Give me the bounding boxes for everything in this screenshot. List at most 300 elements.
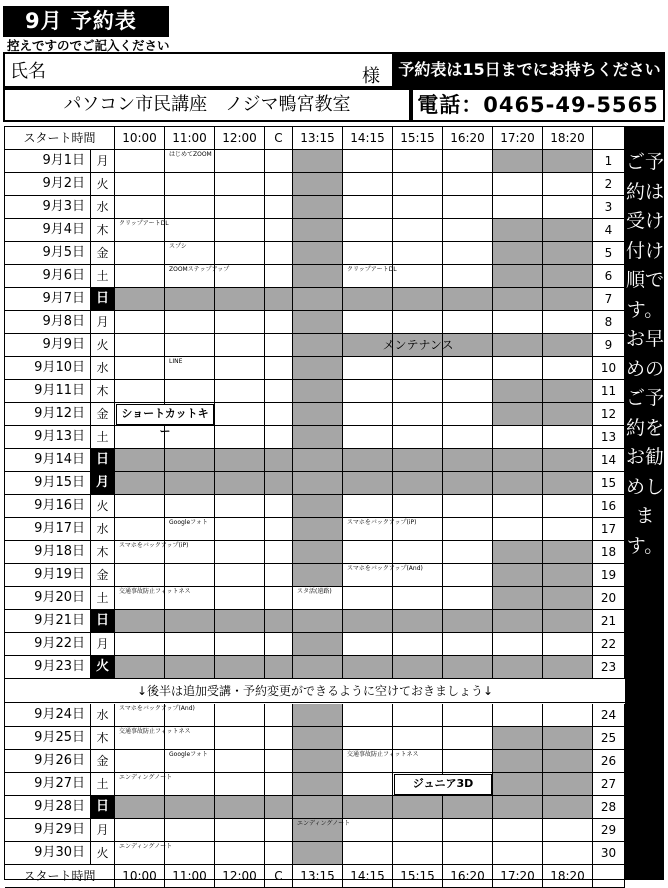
- booking-slot[interactable]: [443, 633, 493, 656]
- row-number: 5: [593, 242, 625, 265]
- booking-slot[interactable]: [215, 842, 265, 865]
- booking-slot[interactable]: [215, 495, 265, 518]
- booking-slot[interactable]: [115, 495, 165, 518]
- side-message: ご予約は受け付け順です。お早めのご予約をお勧めします。: [626, 151, 665, 557]
- booking-slot[interactable]: [343, 150, 393, 173]
- booking-slot[interactable]: [215, 819, 265, 842]
- booking-slot[interactable]: [393, 426, 443, 449]
- note-text: 控えですのでご記入ください: [7, 38, 170, 53]
- booking-slot[interactable]: [115, 750, 165, 773]
- booking-slot[interactable]: [393, 219, 443, 242]
- table-row: [5, 541, 625, 564]
- booking-slot[interactable]: [493, 426, 543, 449]
- booking-slot[interactable]: [543, 357, 593, 380]
- unavailable-slot: [293, 796, 343, 819]
- name-label: 氏名: [10, 61, 46, 82]
- weekday-cell: 月: [91, 633, 115, 656]
- course-entry: 交通事故防止フィットネス: [119, 728, 191, 735]
- school-name: パソコン市民講座 ノジマ鴨宮教室: [63, 94, 351, 115]
- booking-slot[interactable]: [165, 495, 215, 518]
- booking-slot[interactable]: [265, 242, 293, 265]
- time-slot-header: 18:20: [543, 127, 593, 150]
- booking-slot[interactable]: [343, 219, 393, 242]
- page-title: 9月 予約表: [3, 6, 169, 37]
- table-row: [5, 495, 625, 518]
- table-row: [5, 380, 625, 403]
- booking-slot[interactable]: [265, 587, 293, 610]
- table-row: [5, 564, 625, 587]
- unavailable-slot: [493, 773, 543, 796]
- booking-slot[interactable]: [493, 633, 543, 656]
- weekday-cell: 木: [91, 219, 115, 242]
- unavailable-slot: [493, 265, 543, 288]
- booking-slot[interactable]: [443, 380, 493, 403]
- booking-slot[interactable]: [265, 265, 293, 288]
- unavailable-slot: [115, 796, 165, 819]
- time-slot-header: 17:20: [493, 127, 543, 150]
- booking-slot[interactable]: [343, 196, 393, 219]
- booking-slot[interactable]: [443, 704, 493, 727]
- booking-slot[interactable]: [265, 495, 293, 518]
- booking-slot[interactable]: [265, 750, 293, 773]
- weekday-cell: 月: [91, 150, 115, 173]
- time-slot-header: 14:15: [343, 127, 393, 150]
- booking-slot[interactable]: [393, 727, 443, 750]
- booking-slot[interactable]: [443, 541, 493, 564]
- booking-slot[interactable]: [215, 564, 265, 587]
- booking-slot[interactable]: [443, 311, 493, 334]
- time-slot-header: C: [265, 865, 293, 888]
- booking-slot[interactable]: [343, 587, 393, 610]
- booking-slot[interactable]: [265, 311, 293, 334]
- booking-slot[interactable]: [443, 196, 493, 219]
- booking-slot[interactable]: [265, 518, 293, 541]
- unavailable-slot: [493, 380, 543, 403]
- weekday-cell: 日: [91, 449, 115, 472]
- table-row: [5, 242, 625, 265]
- booking-slot[interactable]: [343, 633, 393, 656]
- booking-slot[interactable]: [543, 704, 593, 727]
- table-row: [5, 750, 625, 773]
- booking-slot[interactable]: [543, 819, 593, 842]
- unavailable-slot: [343, 656, 393, 679]
- booking-slot[interactable]: [215, 196, 265, 219]
- course-entry: Googleフォト: [169, 751, 208, 758]
- booking-slot[interactable]: [443, 727, 493, 750]
- booking-slot[interactable]: [265, 173, 293, 196]
- booking-slot[interactable]: [493, 704, 543, 727]
- table-row: [5, 633, 625, 656]
- unavailable-slot: [293, 472, 343, 495]
- row-number: 18: [593, 541, 625, 564]
- booking-slot[interactable]: [215, 633, 265, 656]
- date-cell: 9月4日: [5, 219, 91, 242]
- row-number: 14: [593, 449, 625, 472]
- row-number: 1: [593, 150, 625, 173]
- weekday-cell: 日: [91, 796, 115, 819]
- unavailable-slot: [343, 796, 393, 819]
- course-entry: スタ活(遠路): [297, 588, 332, 595]
- unavailable-slot: [293, 196, 343, 219]
- phone-number: 電話：0465-49-5565: [417, 93, 659, 117]
- unavailable-slot: [393, 796, 443, 819]
- row-number-header: [593, 865, 625, 888]
- booking-slot[interactable]: [165, 819, 215, 842]
- booking-slot[interactable]: [265, 196, 293, 219]
- start-time-label: スタート時間: [5, 127, 115, 150]
- table-row: [5, 449, 625, 472]
- booking-slot[interactable]: [443, 564, 493, 587]
- booking-slot[interactable]: [265, 403, 293, 426]
- booking-slot[interactable]: [265, 704, 293, 727]
- row-number: 15: [593, 472, 625, 495]
- booking-slot[interactable]: [215, 704, 265, 727]
- unavailable-slot: [543, 150, 593, 173]
- weekday-cell: 日: [91, 610, 115, 633]
- booking-slot[interactable]: [543, 495, 593, 518]
- booking-slot[interactable]: [393, 495, 443, 518]
- booking-slot[interactable]: [343, 842, 393, 865]
- booking-slot[interactable]: [393, 173, 443, 196]
- weekday-cell: 月: [91, 819, 115, 842]
- row-number: 26: [593, 750, 625, 773]
- course-entry: エンディングノート: [119, 843, 173, 850]
- row-number: 2: [593, 173, 625, 196]
- booking-slot[interactable]: [543, 518, 593, 541]
- date-cell: 9月30日: [5, 842, 91, 865]
- unavailable-slot: [293, 173, 343, 196]
- booking-slot[interactable]: [493, 819, 543, 842]
- unavailable-slot: [493, 219, 543, 242]
- booking-slot[interactable]: [393, 587, 443, 610]
- unavailable-slot: [493, 449, 543, 472]
- unavailable-slot: [265, 610, 293, 633]
- booking-slot[interactable]: [265, 357, 293, 380]
- booking-slot[interactable]: [115, 357, 165, 380]
- date-cell: 9月14日: [5, 449, 91, 472]
- booking-slot[interactable]: [343, 704, 393, 727]
- booking-slot[interactable]: [215, 773, 265, 796]
- booking-slot[interactable]: [265, 773, 293, 796]
- side-message-panel: [626, 126, 664, 880]
- booking-slot[interactable]: [115, 265, 165, 288]
- table-row: [5, 150, 625, 173]
- unavailable-slot: [215, 796, 265, 819]
- booking-slot[interactable]: [215, 587, 265, 610]
- weekday-cell: 土: [91, 426, 115, 449]
- date-cell: 9月8日: [5, 311, 91, 334]
- booking-slot[interactable]: [265, 633, 293, 656]
- booking-slot[interactable]: [265, 819, 293, 842]
- date-cell: 9月11日: [5, 380, 91, 403]
- booking-slot[interactable]: [165, 773, 215, 796]
- unavailable-slot: [443, 449, 493, 472]
- unavailable-slot: [393, 449, 443, 472]
- weekday-cell: 金: [91, 403, 115, 426]
- booking-slot[interactable]: [393, 541, 443, 564]
- table-row: [5, 403, 625, 426]
- unavailable-slot: [215, 449, 265, 472]
- date-cell: 9月5日: [5, 242, 91, 265]
- booking-slot[interactable]: [443, 495, 493, 518]
- booking-slot[interactable]: [493, 196, 543, 219]
- booking-slot[interactable]: [215, 403, 265, 426]
- date-cell: 9月28日: [5, 796, 91, 819]
- weekday-cell: 火: [91, 173, 115, 196]
- weekday-cell: 土: [91, 587, 115, 610]
- booking-slot[interactable]: [393, 357, 443, 380]
- course-entry: スマホをバックアップ(iP): [347, 519, 417, 526]
- booking-slot[interactable]: [343, 403, 393, 426]
- booking-slot[interactable]: [115, 633, 165, 656]
- table-row: [5, 265, 625, 288]
- booking-slot[interactable]: [343, 242, 393, 265]
- booking-slot[interactable]: [115, 173, 165, 196]
- date-cell: 9月13日: [5, 426, 91, 449]
- row-number: 11: [593, 380, 625, 403]
- booking-slot[interactable]: [165, 311, 215, 334]
- booking-slot[interactable]: [343, 495, 393, 518]
- unavailable-slot: [543, 403, 593, 426]
- booking-slot[interactable]: [343, 727, 393, 750]
- booking-slot[interactable]: [215, 727, 265, 750]
- booking-slot[interactable]: [115, 564, 165, 587]
- booking-slot[interactable]: [343, 819, 393, 842]
- booking-slot[interactable]: [215, 311, 265, 334]
- booking-slot[interactable]: [165, 426, 215, 449]
- booking-slot[interactable]: [215, 426, 265, 449]
- weekday-cell: 火: [91, 656, 115, 679]
- booking-slot[interactable]: [343, 380, 393, 403]
- booking-slot[interactable]: [215, 242, 265, 265]
- unavailable-slot: [165, 610, 215, 633]
- time-slot-header: 18:20: [543, 865, 593, 888]
- time-slot-header: 16:20: [443, 127, 493, 150]
- booking-slot[interactable]: [215, 334, 265, 357]
- booking-slot[interactable]: [165, 633, 215, 656]
- booking-slot[interactable]: [215, 219, 265, 242]
- date-cell: 9月7日: [5, 288, 91, 311]
- booking-slot[interactable]: [393, 265, 443, 288]
- weekday-cell: 金: [91, 564, 115, 587]
- booking-slot[interactable]: [115, 150, 165, 173]
- row-number: 24: [593, 704, 625, 727]
- unavailable-slot: [493, 564, 543, 587]
- booking-slot[interactable]: [215, 380, 265, 403]
- unavailable-slot: [215, 656, 265, 679]
- course-entry: ZOOMステップアップ: [169, 266, 230, 273]
- booking-slot[interactable]: [493, 495, 543, 518]
- booking-slot[interactable]: [543, 426, 593, 449]
- row-number: 21: [593, 610, 625, 633]
- booking-slot[interactable]: [115, 334, 165, 357]
- booking-slot[interactable]: [493, 311, 543, 334]
- unavailable-slot: [343, 472, 393, 495]
- booking-slot[interactable]: [493, 173, 543, 196]
- unavailable-slot: [293, 265, 343, 288]
- weekday-cell: 木: [91, 727, 115, 750]
- booking-slot[interactable]: [443, 750, 493, 773]
- booking-slot[interactable]: [393, 150, 443, 173]
- booking-slot[interactable]: [443, 426, 493, 449]
- course-entry: スマホをバックアップ(And): [119, 705, 195, 712]
- date-cell: 9月27日: [5, 773, 91, 796]
- booking-slot[interactable]: [443, 173, 493, 196]
- booking-slot[interactable]: [115, 518, 165, 541]
- unavailable-slot: [543, 288, 593, 311]
- booking-slot[interactable]: [165, 219, 215, 242]
- time-slot-header: 13:15: [293, 127, 343, 150]
- booking-slot[interactable]: [115, 242, 165, 265]
- booking-slot[interactable]: [493, 357, 543, 380]
- booking-slot[interactable]: [443, 150, 493, 173]
- weekday-cell: 木: [91, 380, 115, 403]
- unavailable-slot: [443, 610, 493, 633]
- booking-slot[interactable]: [443, 357, 493, 380]
- table-row: [5, 842, 625, 865]
- unavailable-slot: [115, 449, 165, 472]
- unavailable-slot: [493, 472, 543, 495]
- booking-slot[interactable]: [543, 173, 593, 196]
- table-row: [5, 656, 625, 679]
- name-field-box[interactable]: [3, 52, 394, 88]
- booking-slot[interactable]: [343, 541, 393, 564]
- booking-slot[interactable]: [393, 380, 443, 403]
- booking-slot[interactable]: [443, 242, 493, 265]
- booking-slot[interactable]: [265, 380, 293, 403]
- booking-slot[interactable]: [543, 842, 593, 865]
- booking-slot[interactable]: [393, 242, 443, 265]
- table-row: [5, 796, 625, 819]
- time-slot-header: 16:20: [443, 865, 493, 888]
- booking-slot[interactable]: [165, 842, 215, 865]
- row-number-header: [593, 127, 625, 150]
- unavailable-slot: [343, 610, 393, 633]
- booking-slot[interactable]: [393, 704, 443, 727]
- unavailable-slot: [293, 449, 343, 472]
- booking-slot[interactable]: [115, 426, 165, 449]
- booking-slot[interactable]: [265, 150, 293, 173]
- course-entry: スマホをバックアップ(And): [347, 565, 423, 572]
- booking-slot[interactable]: [393, 196, 443, 219]
- date-cell: 9月18日: [5, 541, 91, 564]
- booking-slot[interactable]: [493, 842, 543, 865]
- booking-slot[interactable]: [265, 564, 293, 587]
- booking-slot[interactable]: [443, 842, 493, 865]
- booking-slot[interactable]: [543, 633, 593, 656]
- booking-slot[interactable]: [265, 334, 293, 357]
- booking-slot[interactable]: [343, 426, 393, 449]
- table-row: [5, 311, 625, 334]
- unavailable-slot: [293, 541, 343, 564]
- booking-slot[interactable]: [343, 773, 393, 796]
- booking-slot[interactable]: [215, 150, 265, 173]
- booking-slot[interactable]: [165, 564, 215, 587]
- row-number: 12: [593, 403, 625, 426]
- booking-slot[interactable]: [543, 311, 593, 334]
- booking-slot[interactable]: [165, 334, 215, 357]
- booking-slot[interactable]: [165, 173, 215, 196]
- booking-slot[interactable]: [443, 587, 493, 610]
- booking-slot[interactable]: [443, 518, 493, 541]
- booking-slot[interactable]: [265, 426, 293, 449]
- table-row: [5, 426, 625, 449]
- booking-slot[interactable]: [443, 403, 493, 426]
- time-slot-header: 11:00: [165, 865, 215, 888]
- booking-slot[interactable]: [265, 219, 293, 242]
- booking-slot[interactable]: [115, 196, 165, 219]
- booking-slot[interactable]: [543, 196, 593, 219]
- unavailable-slot: [165, 796, 215, 819]
- unavailable-slot: [493, 610, 543, 633]
- booking-slot[interactable]: [215, 541, 265, 564]
- booking-slot[interactable]: [393, 403, 443, 426]
- unavailable-slot: [493, 541, 543, 564]
- featured-course-label: ショートカットキー: [116, 404, 214, 425]
- booking-slot[interactable]: [115, 819, 165, 842]
- unavailable-slot: [165, 449, 215, 472]
- booking-slot[interactable]: [393, 633, 443, 656]
- booking-slot[interactable]: [443, 265, 493, 288]
- booking-slot[interactable]: [343, 173, 393, 196]
- booking-slot[interactable]: [115, 311, 165, 334]
- booking-slot[interactable]: [265, 842, 293, 865]
- course-entry: スプシ: [169, 243, 187, 250]
- unavailable-slot: [493, 403, 543, 426]
- booking-slot[interactable]: [493, 518, 543, 541]
- booking-slot[interactable]: [393, 819, 443, 842]
- unavailable-slot: [293, 380, 343, 403]
- unavailable-slot: [115, 656, 165, 679]
- unavailable-slot: [443, 472, 493, 495]
- booking-slot[interactable]: [393, 311, 443, 334]
- weekday-cell: 土: [91, 773, 115, 796]
- unavailable-slot: [115, 610, 165, 633]
- booking-slot[interactable]: [265, 727, 293, 750]
- course-entry: クリップアートDL: [119, 220, 169, 227]
- time-slot-header: 12:00: [215, 865, 265, 888]
- booking-slot[interactable]: [215, 357, 265, 380]
- unavailable-slot: [165, 656, 215, 679]
- booking-slot[interactable]: [443, 219, 493, 242]
- booking-slot[interactable]: [443, 819, 493, 842]
- unavailable-slot: [293, 727, 343, 750]
- unavailable-slot: [543, 796, 593, 819]
- booking-slot[interactable]: [343, 357, 393, 380]
- unavailable-slot: [265, 656, 293, 679]
- unavailable-slot: [493, 587, 543, 610]
- booking-slot[interactable]: [115, 380, 165, 403]
- booking-slot[interactable]: [215, 750, 265, 773]
- booking-slot[interactable]: [165, 380, 215, 403]
- unavailable-slot: [293, 773, 343, 796]
- row-number: 19: [593, 564, 625, 587]
- time-footer-row: [5, 865, 625, 888]
- unavailable-slot: [343, 449, 393, 472]
- booking-slot[interactable]: [343, 311, 393, 334]
- booking-slot[interactable]: [393, 842, 443, 865]
- unavailable-slot: [493, 288, 543, 311]
- booking-slot[interactable]: [215, 518, 265, 541]
- unavailable-slot: [543, 564, 593, 587]
- weekday-cell: 金: [91, 750, 115, 773]
- booking-slot[interactable]: [265, 541, 293, 564]
- unavailable-slot: [393, 610, 443, 633]
- unavailable-slot: [493, 656, 543, 679]
- booking-slot[interactable]: [215, 173, 265, 196]
- row-number: 3: [593, 196, 625, 219]
- booking-slot[interactable]: [165, 196, 215, 219]
